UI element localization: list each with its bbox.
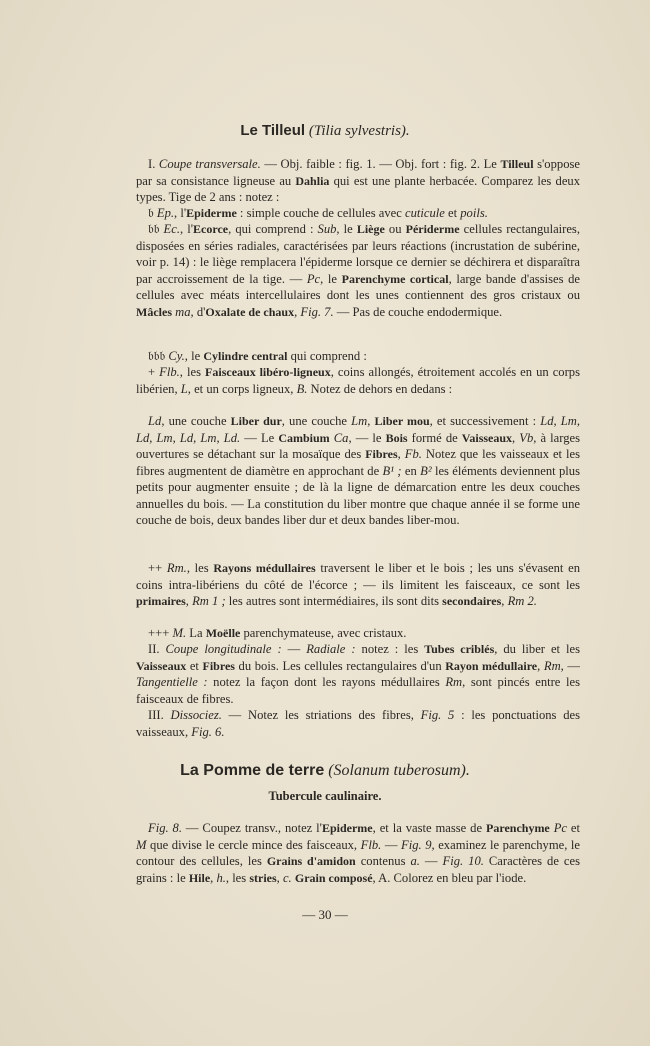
paragraph-dissociez	[136, 707, 580, 740]
text-run: primaires	[136, 594, 186, 608]
text-run: , les	[186, 561, 214, 575]
text-run: les éléments deviennent plus petits pour augmenter ensuite ; de là la ligne de démarcation entre les deux couches annuelles du bois. — La constitution du liber montre que chaque année il se forme une couche de bois, deux bandes liber dur et deux bandes liber-mou.	[136, 463, 581, 527]
text-run: Fig. 7.	[300, 304, 334, 319]
text-run: et	[444, 206, 461, 220]
text-run: Vaisseaux	[461, 430, 513, 445]
text-run: contenus	[355, 854, 411, 868]
text-run: Hile	[188, 870, 211, 885]
text-run: cellules rectangulaires, disposées en séries radiales, caractérisées par leurs réactions (incrustation de subérine, voir p. 14) : le liège remplacera l'épiderme lorsque ce dernier se déchirera et disparaîtra par accroissement de la tige. —	[136, 222, 580, 286]
text-run: parenchymateuse, avec cristaux.	[240, 626, 407, 640]
subtitle-tubercule: Tubercule caulinaire.	[268, 789, 382, 803]
text-run: qui comprend :	[287, 349, 367, 363]
text-run: examinez le parenchyme, le contour des cellules, les	[136, 837, 581, 868]
text-run: Coupe transversale.	[158, 157, 261, 171]
text-run: stries	[249, 870, 277, 885]
text-run: ma,	[175, 304, 194, 319]
paragraph-rayons-medullaires	[136, 560, 580, 610]
text-run: ,	[185, 594, 193, 608]
text-run: B¹ ;	[382, 463, 402, 478]
text-run: L	[180, 381, 188, 396]
paragraph-faisceaux	[136, 364, 580, 397]
paragraph-moelle	[136, 625, 580, 642]
text-run: Ep.	[156, 206, 175, 220]
text-run: ++	[148, 561, 167, 575]
text-run: ,	[501, 594, 508, 608]
paragraph-ecorce	[136, 221, 580, 320]
text-run: et	[566, 821, 580, 835]
text-run: Rayons médullaires	[213, 561, 316, 575]
text-run: : les ponctuations des vaisseaux,	[136, 708, 580, 739]
text-run: , à larges ouvertures se détachant sur la mosaïque des	[136, 430, 581, 461]
text-run: Parenchyme	[486, 821, 550, 835]
text-run: —	[419, 854, 443, 868]
text-run: Fig. 8.	[148, 821, 182, 835]
text-run: h.	[216, 870, 226, 885]
text-run: Notez que les vaisseaux et les fibres augmentent de diamètre en approchant de	[136, 447, 581, 478]
text-run: B.	[296, 381, 308, 396]
text-run: Fibres	[365, 447, 398, 461]
text-run: secondaires	[442, 594, 502, 608]
text-run: II.	[148, 642, 166, 656]
text-run: — Obj. faible : fig. 1. — Obj. fort : fig. 2. Le	[260, 157, 501, 171]
text-run: en	[401, 463, 421, 478]
page-number: — 30 —	[302, 907, 348, 922]
text-run: I.	[148, 157, 159, 171]
text-run: Cy.	[168, 349, 185, 363]
text-run: Coupe longitudinale :	[165, 642, 282, 656]
text-run: , les	[179, 365, 206, 379]
text-run: Fig. 9,	[401, 837, 435, 852]
text-run: Ecorce	[193, 222, 229, 236]
paragraph-liber	[136, 413, 580, 529]
text-run: traversent le liber et le bois ; les uns s'évasent en coins intra-libériens du côté de l'écorce ; — ils limitent les faisceaux, ce sont les	[136, 561, 580, 592]
text-run: B²	[420, 463, 432, 478]
text-run: Fig. 6.	[191, 724, 225, 739]
paragraph-coupe-transversale	[136, 156, 580, 206]
text-run: — Coupez transv., notez l'	[182, 821, 322, 835]
text-run: ,	[294, 304, 301, 319]
text-run: M	[136, 837, 147, 852]
text-run: , et la vaste masse de	[372, 821, 486, 835]
text-run: La	[186, 626, 206, 640]
text-run: Liber mou	[374, 414, 430, 428]
text-run: Caractères de ces grains : le	[136, 854, 580, 885]
text-run: Epiderme	[186, 206, 237, 220]
text-run: 𝔟	[148, 206, 157, 220]
text-run: Fb.	[404, 447, 422, 461]
text-run: ,	[276, 870, 283, 885]
text-run: , une couche	[281, 414, 352, 428]
text-run: notez la façon dont les rayons médullaires	[207, 675, 446, 689]
text-run: , du liber et les	[494, 642, 581, 656]
paragraph-epiderme	[136, 205, 580, 222]
text-run: M.	[172, 626, 187, 640]
text-run: ,	[537, 658, 544, 673]
text-run: Périderme	[405, 222, 460, 236]
text-run: Tilleul	[500, 157, 534, 171]
text-run: poils.	[460, 206, 488, 220]
text-run: +++	[148, 626, 173, 640]
text-run: ,	[367, 414, 375, 428]
text-run: 𝔟𝔟𝔟	[148, 349, 169, 363]
text-run: Flb.	[159, 365, 180, 379]
text-run: Grains d'amidon	[266, 854, 356, 868]
text-run: Tubes criblés	[424, 642, 495, 656]
text-run: Oxalate de chaux	[205, 304, 295, 319]
text-run: cuticule	[404, 206, 445, 220]
text-run: , et successivement :	[429, 414, 541, 428]
text-run: —	[563, 658, 580, 673]
text-run: Lm	[351, 414, 368, 428]
text-run: formé de	[407, 430, 462, 445]
title-tilleul: Le Tilleul	[240, 122, 306, 139]
text-run: — Le	[240, 430, 279, 445]
text-run: Bois	[385, 430, 408, 445]
text-run: Parenchyme cortical	[341, 271, 449, 286]
text-run: c.	[282, 870, 292, 885]
text-run: — Pas de couche endodermique.	[333, 304, 503, 319]
text-run: , sont pincés entre les faisceaux de fibres.	[136, 675, 580, 706]
text-run: , coins allongés, étroitement accolés en un corps libérien,	[136, 365, 580, 396]
text-run: ,	[210, 870, 217, 885]
text-run: , l'	[179, 222, 193, 236]
text-run: Dissociez.	[170, 708, 222, 722]
text-run: Tangentielle :	[136, 675, 208, 689]
text-run: Rayon médullaire	[445, 658, 538, 673]
text-run: Liber dur	[230, 414, 282, 428]
text-run: Rm	[445, 675, 463, 689]
text-run: Faisceaux libéro-ligneux	[205, 365, 331, 379]
text-run: Vaisseaux	[136, 658, 187, 673]
text-run: Rm 1 ;	[192, 594, 226, 608]
text-run: +	[148, 365, 160, 379]
text-run: Rm,	[543, 658, 564, 673]
text-run: 𝔟𝔟	[148, 222, 164, 236]
text-run: , une couche	[161, 414, 231, 428]
text-run: Mâcles	[136, 304, 172, 319]
text-run: notez : les	[355, 642, 425, 656]
text-run: qui est une plante herbacée. Comparez les deux types. Tige de 2 ans : notez :	[136, 173, 580, 204]
text-run: : simple couche de cellules avec	[236, 206, 405, 220]
title-pomme: La Pomme de terre	[180, 762, 325, 779]
paragraph-pomme-de-terre	[136, 820, 580, 886]
text-run: —	[381, 837, 401, 852]
text-run: Ec.	[163, 222, 180, 236]
text-run: Cambium	[278, 430, 330, 445]
text-run: , le	[336, 222, 357, 236]
text-run: les autres sont intermédiaires, ils sont dits	[225, 594, 443, 608]
text-run: Notez de dehors en dedans :	[307, 381, 453, 396]
text-run: Vb	[519, 430, 534, 445]
text-run: , qui comprend :	[228, 222, 318, 236]
paragraph-cylindre-central	[136, 348, 580, 365]
text-run: , large bande d'assises de cellules avec méats intercellulaires dont les unes contiennent des gros cristaux ou	[136, 271, 581, 302]
text-run: , le	[320, 271, 342, 286]
text-run: du bois. Les cellules rectangulaires d'un	[234, 658, 446, 673]
text-run: , et un corps ligneux,	[187, 381, 297, 396]
text-run: Dahlia	[295, 173, 330, 188]
text-run: Cylindre central	[203, 349, 288, 363]
text-run: , les	[225, 870, 250, 885]
text-run: a.	[410, 854, 420, 868]
text-run: Ld, Lm, Ld, Lm, Ld, Lm, Ld.	[136, 414, 581, 445]
text-run: ,	[512, 430, 520, 445]
text-run: Grain composé	[294, 870, 373, 885]
section-title-pomme	[0, 762, 650, 780]
text-run: —	[281, 642, 307, 656]
text-run: Epiderme	[321, 821, 373, 835]
text-run: , — le	[348, 430, 386, 445]
text-run: Fig. 10.	[442, 854, 484, 868]
title-pomme-latin: (Solanum tuberosum).	[328, 762, 470, 779]
text-run: Pc	[553, 821, 567, 835]
text-run: Rm 2.	[507, 594, 537, 608]
text-run: , A. Colorez en bleu par l'iode.	[372, 870, 527, 885]
text-run: Rm.	[166, 561, 187, 575]
text-run: s'oppose par sa consistance ligneuse au	[136, 157, 580, 188]
text-run: Ld	[148, 414, 162, 428]
text-run: et	[186, 658, 203, 673]
text-run: d'	[193, 304, 206, 319]
text-run: Fig. 5	[420, 708, 455, 722]
text-run: Liège	[356, 222, 385, 236]
text-run: , le	[184, 349, 204, 363]
text-run: Moëlle	[205, 626, 241, 640]
text-run: Radiale :	[306, 642, 356, 656]
text-run: ,	[397, 447, 405, 461]
text-run: que divise le cercle mince des faisceaux,	[146, 837, 361, 852]
text-run: — Notez les striations des fibres,	[221, 708, 421, 722]
section-title-tilleul	[0, 122, 650, 140]
title-tilleul-latin: (Tilia sylvestris).	[308, 123, 410, 139]
text-run: Fibres	[202, 658, 235, 673]
text-run: Sub	[317, 222, 337, 236]
text-run: Ca	[333, 430, 349, 445]
text-run: III.	[148, 708, 171, 722]
paragraph-coupe-longitudinale	[136, 641, 580, 707]
text-run: ou	[384, 222, 406, 236]
text-run: Pc	[306, 271, 321, 286]
text-run: Flb.	[360, 837, 382, 852]
text-run: , l'	[174, 206, 187, 220]
